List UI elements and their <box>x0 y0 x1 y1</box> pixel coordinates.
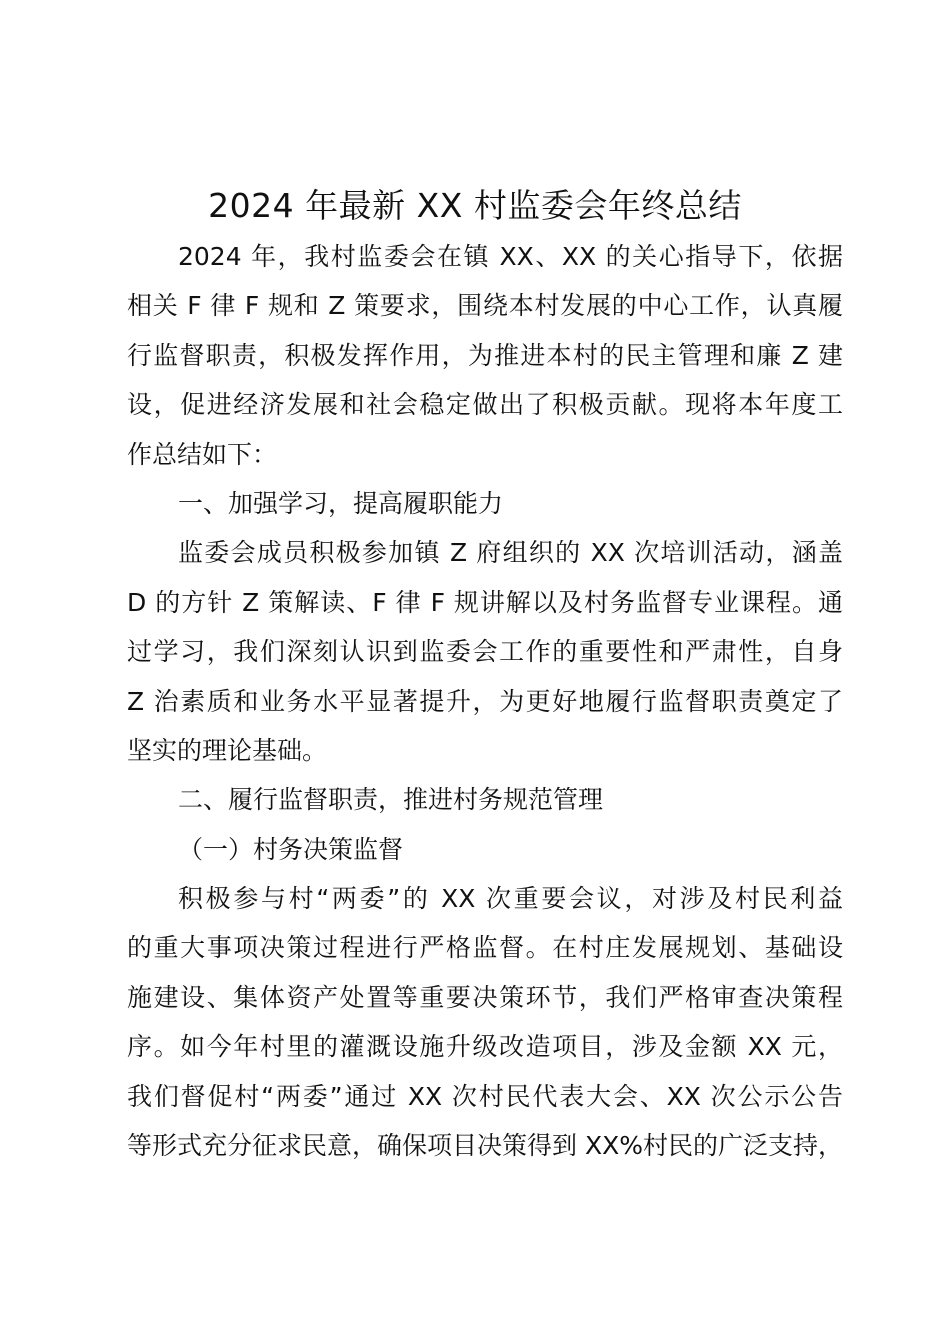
paragraph-1-line-2: 相关 F 律 F 规和 Z 策要求，围绕本村发展的中心工作，认真履 <box>127 291 843 321</box>
paragraph-3-line-3: 施建设、集体资产处置等重要决策环节，我们严格审查决策程 <box>127 982 843 1012</box>
paragraph-2-line-2: D 的方针 Z 策解读、F 律 F 规讲解以及村务监督专业课程。通 <box>127 587 843 617</box>
paragraph-2-line-5: 坚实的理论基础。 <box>127 735 328 765</box>
subsection-heading-1: （一）村务决策监督 <box>178 834 404 864</box>
paragraph-1-line-5: 作总结如下： <box>127 439 278 469</box>
paragraph-1-line-1: 2024 年，我村监委会在镇 XX、XX 的关心指导下，依据 <box>178 242 843 271</box>
section-heading-2: 二、履行监督职责，推进村务规范管理 <box>178 785 604 815</box>
paragraph-2-line-4: Z 治素质和业务水平显著提升，为更好地履行监督职责奠定了 <box>127 686 843 716</box>
document-body <box>127 232 843 1170</box>
paragraph-3-line-5: 我们督促村“两委”通过 XX 次村民代表大会、XX 次公示公告 <box>127 1081 843 1111</box>
paragraph-3-line-1: 积极参与村“两委”的 XX 次重要会议，对涉及村民利益 <box>178 884 843 914</box>
section-heading-1: 一、加强学习，提高履职能力 <box>178 488 504 518</box>
paragraph-2-line-3: 过学习，我们深刻认识到监委会工作的重要性和严肃性，自身 <box>127 637 843 667</box>
document-title: 2024 年最新 XX 村监委会年终总结 <box>208 186 742 225</box>
paragraph-3-line-4: 序。如今年村里的灌溉设施升级改造项目，涉及金额 XX 元， <box>127 1032 843 1062</box>
paragraph-3-line-6: 等形式充分征求民意，确保项目决策得到 XX%村民的广泛支持， <box>127 1131 843 1161</box>
paragraph-2-line-1: 监委会成员积极参加镇 Z 府组织的 XX 次培训活动，涵盖 <box>178 538 843 568</box>
paragraph-1-line-3: 行监督职责，积极发挥作用，为推进本村的民主管理和廉 Z 建 <box>127 340 843 370</box>
paragraph-1-line-4: 设，促进经济发展和社会稳定做出了积极贡献。现将本年度工 <box>127 390 843 420</box>
paragraph-3-line-2: 的重大事项决策过程进行严格监督。在村庄发展规划、基础设 <box>127 933 843 963</box>
